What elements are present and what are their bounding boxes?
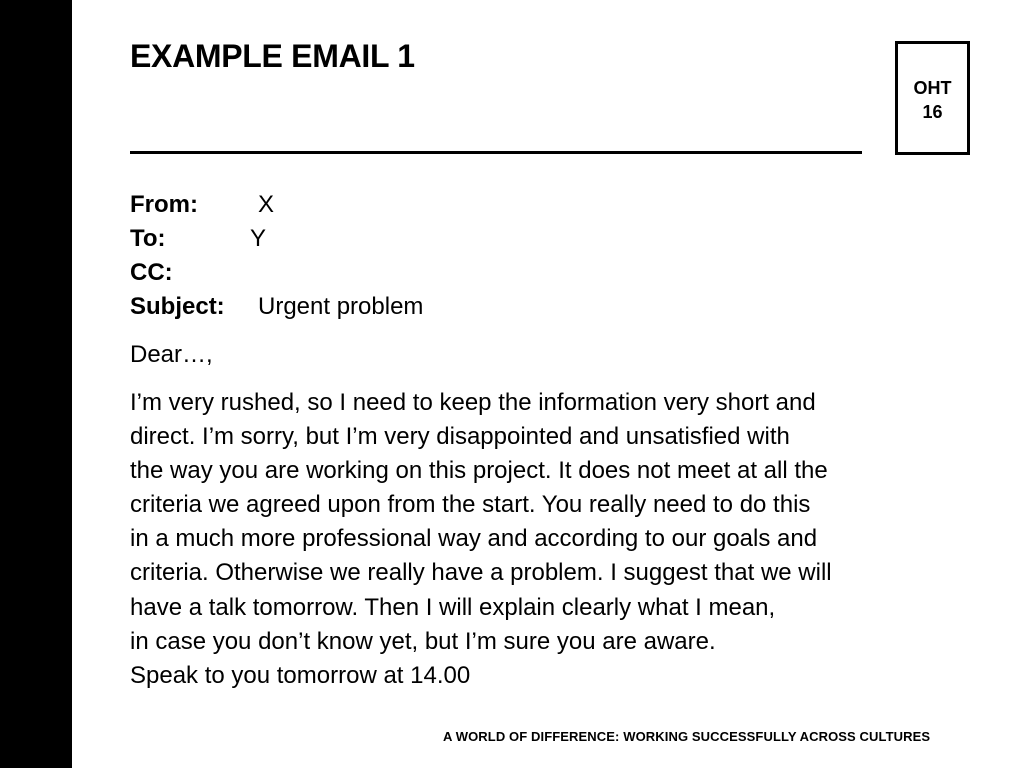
body-line: in case you don’t know yet, but I’m sure you are aware. (130, 627, 716, 655)
slide-footer: A WORLD OF DIFFERENCE: WORKING SUCCESSFULLY ACROSS CULTURES (443, 729, 931, 744)
oht-badge-number: 16 (922, 102, 943, 122)
body-line: have a talk tomorrow. Then I will explain clearly what I mean, (130, 593, 776, 621)
body-line: direct. I’m sorry, but I’m very disappointed and unsatisfied with (130, 423, 790, 451)
to-label: To: (130, 225, 166, 252)
cc-label: CC: (130, 259, 173, 286)
slide-title: EXAMPLE EMAIL 1 (130, 38, 415, 74)
from-value: X (258, 191, 275, 218)
email-body (130, 386, 832, 693)
subject-value: Urgent problem (258, 293, 424, 320)
body-line: criteria. Otherwise we really have a problem. I suggest that we will (130, 559, 832, 587)
to-value: Y (250, 225, 267, 252)
email-greeting: Dear…, (130, 341, 213, 368)
from-label: From: (130, 191, 198, 218)
title-underline (130, 151, 862, 154)
body-line: I’m very rushed, so I need to keep the information very short and (130, 389, 816, 416)
oht-badge (895, 41, 970, 155)
body-line: the way you are working on this project. It does not meet at all the (130, 457, 828, 485)
oht-badge-label: OHT (913, 78, 952, 98)
subject-label: Subject: (130, 293, 225, 320)
left-sidebar-bar (0, 0, 72, 768)
body-line: Speak to you tomorrow at 14.00 (130, 661, 471, 689)
body-line: criteria we agreed upon from the start. You really need to do this (130, 491, 811, 519)
body-line: in a much more professional way and according to our goals and (130, 525, 818, 553)
